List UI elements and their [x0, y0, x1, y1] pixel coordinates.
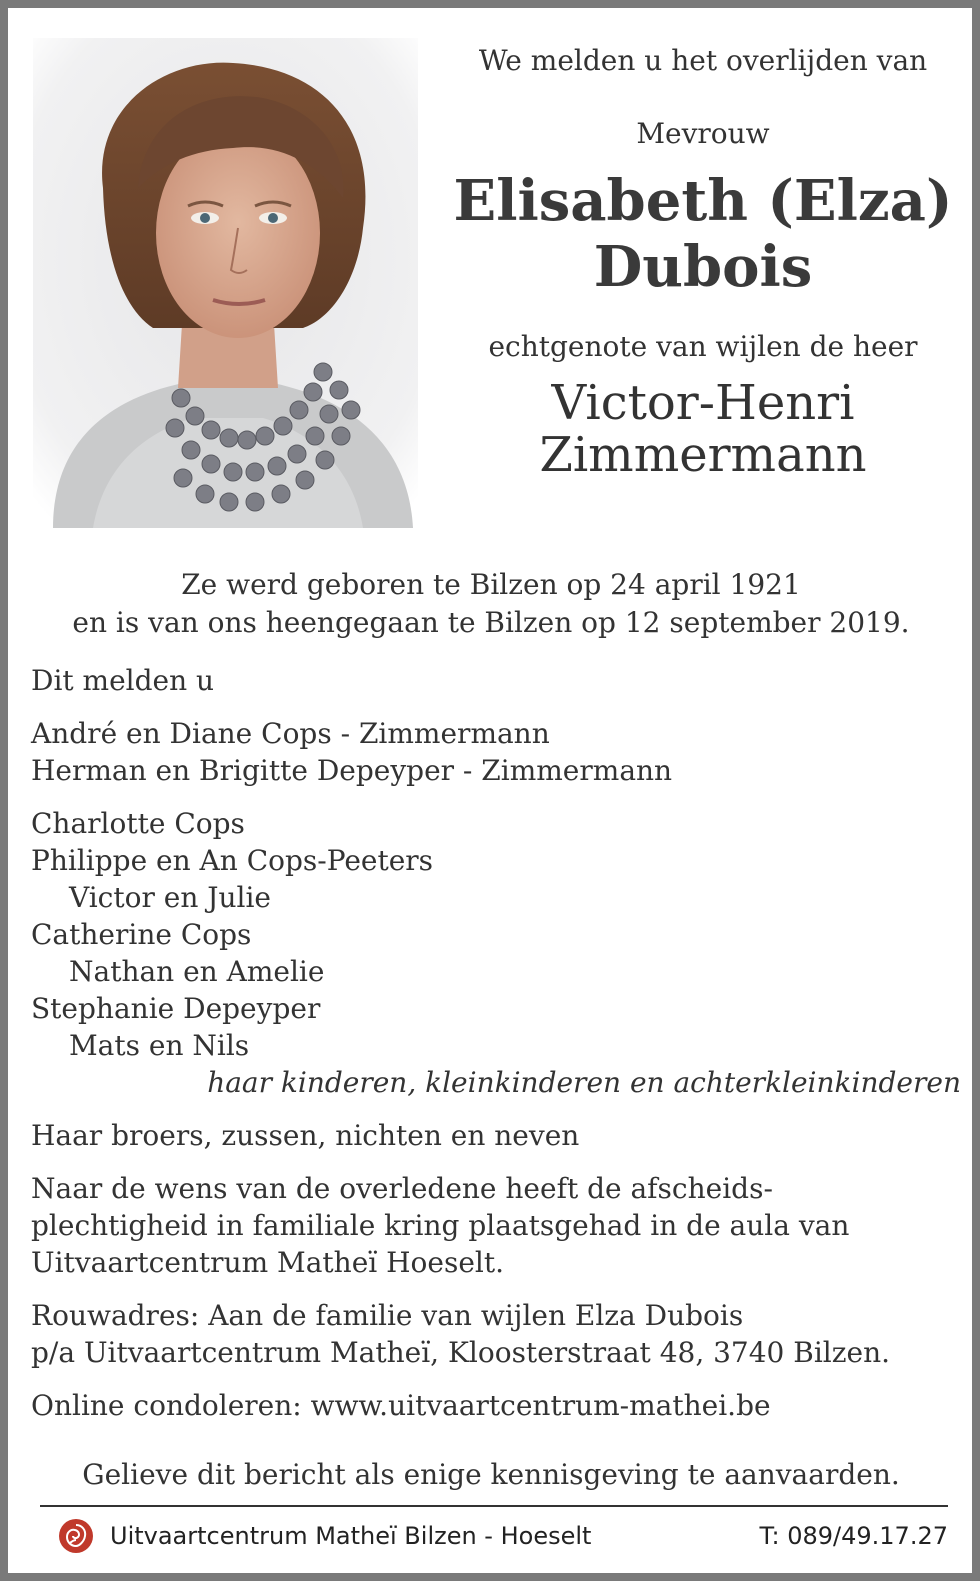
portrait-illustration [33, 38, 418, 528]
rose-logo-icon [58, 1518, 94, 1554]
address-line: Rouwadres: Aan de familie van wijlen Elza Dubois [31, 1299, 744, 1332]
ceremony-line: Naar de wens van de overledene heeft de afscheids- [31, 1172, 773, 1205]
spouse-intro: echtgenote van wijlen de heer [488, 330, 918, 363]
online-condolence: Online condoleren: www.uitvaartcentrum-mathei.be [31, 1389, 771, 1422]
list-item: Philippe en An Cops-Peeters [31, 844, 434, 877]
list-item: Victor en Julie [69, 881, 272, 914]
deceased-name [433, 168, 973, 300]
address-line: p/a Uitvaartcentrum Matheï, Kloosterstraat 48, 3740 Bilzen. [31, 1336, 891, 1369]
family-intro: Dit melden u [31, 664, 215, 697]
deceased-name-line2: Dubois [593, 234, 813, 300]
announcement-header [433, 38, 973, 481]
spouse-name [433, 377, 973, 481]
list-item: Charlotte Cops [31, 807, 245, 840]
intro-text: We melden u het overlijden van [478, 44, 928, 77]
salutation: Mevrouw [636, 117, 770, 150]
list-item: Herman en Brigitte Depeyper - Zimmermann [31, 754, 673, 787]
list-item: André en Diane Cops - Zimmermann [31, 717, 550, 750]
footer-divider [40, 1505, 948, 1507]
list-item: Mats en Nils [69, 1029, 250, 1062]
list-item: Stephanie Depeyper [31, 992, 321, 1025]
funeral-home-name: Uitvaartcentrum Matheï Bilzen - Hoeselt [110, 1522, 592, 1550]
footer [58, 1518, 948, 1558]
life-dates [16, 566, 966, 642]
ceremony-paragraph [31, 1170, 961, 1281]
spouse-name-line2: Zimmermann [539, 427, 867, 483]
deceased-name-line1: Elisabeth (Elza) [453, 168, 953, 234]
family-signature: haar kinderen, kleinkinderen en achterkleinkinderen [207, 1066, 961, 1099]
announcement-body [31, 662, 961, 1440]
death-line: en is van ons heengegaan te Bilzen op 12 september 2019. [72, 606, 910, 639]
closing-note: Gelieve dit bericht als enige kennisgeving te aanvaarden. [82, 1458, 900, 1491]
ceremony-line: plechtigheid in familiale kring plaatsgehad in de aula van [31, 1209, 850, 1242]
portrait-photo [33, 38, 418, 528]
ceremony-line: Uitvaartcentrum Matheï Hoeselt. [31, 1246, 505, 1279]
grandchildren-list [31, 805, 961, 1101]
list-item: Nathan en Amelie [69, 955, 325, 988]
address-paragraph [31, 1297, 961, 1371]
list-item: Catherine Cops [31, 918, 252, 951]
spouse-name-line1: Victor-Henri [551, 375, 855, 431]
phone-number: T: 089/49.17.27 [759, 1522, 948, 1550]
birth-line: Ze werd geboren te Bilzen op 24 april 1921 [181, 568, 801, 601]
children-list [31, 715, 961, 789]
relatives-line: Haar broers, zussen, nichten en neven [31, 1119, 580, 1152]
